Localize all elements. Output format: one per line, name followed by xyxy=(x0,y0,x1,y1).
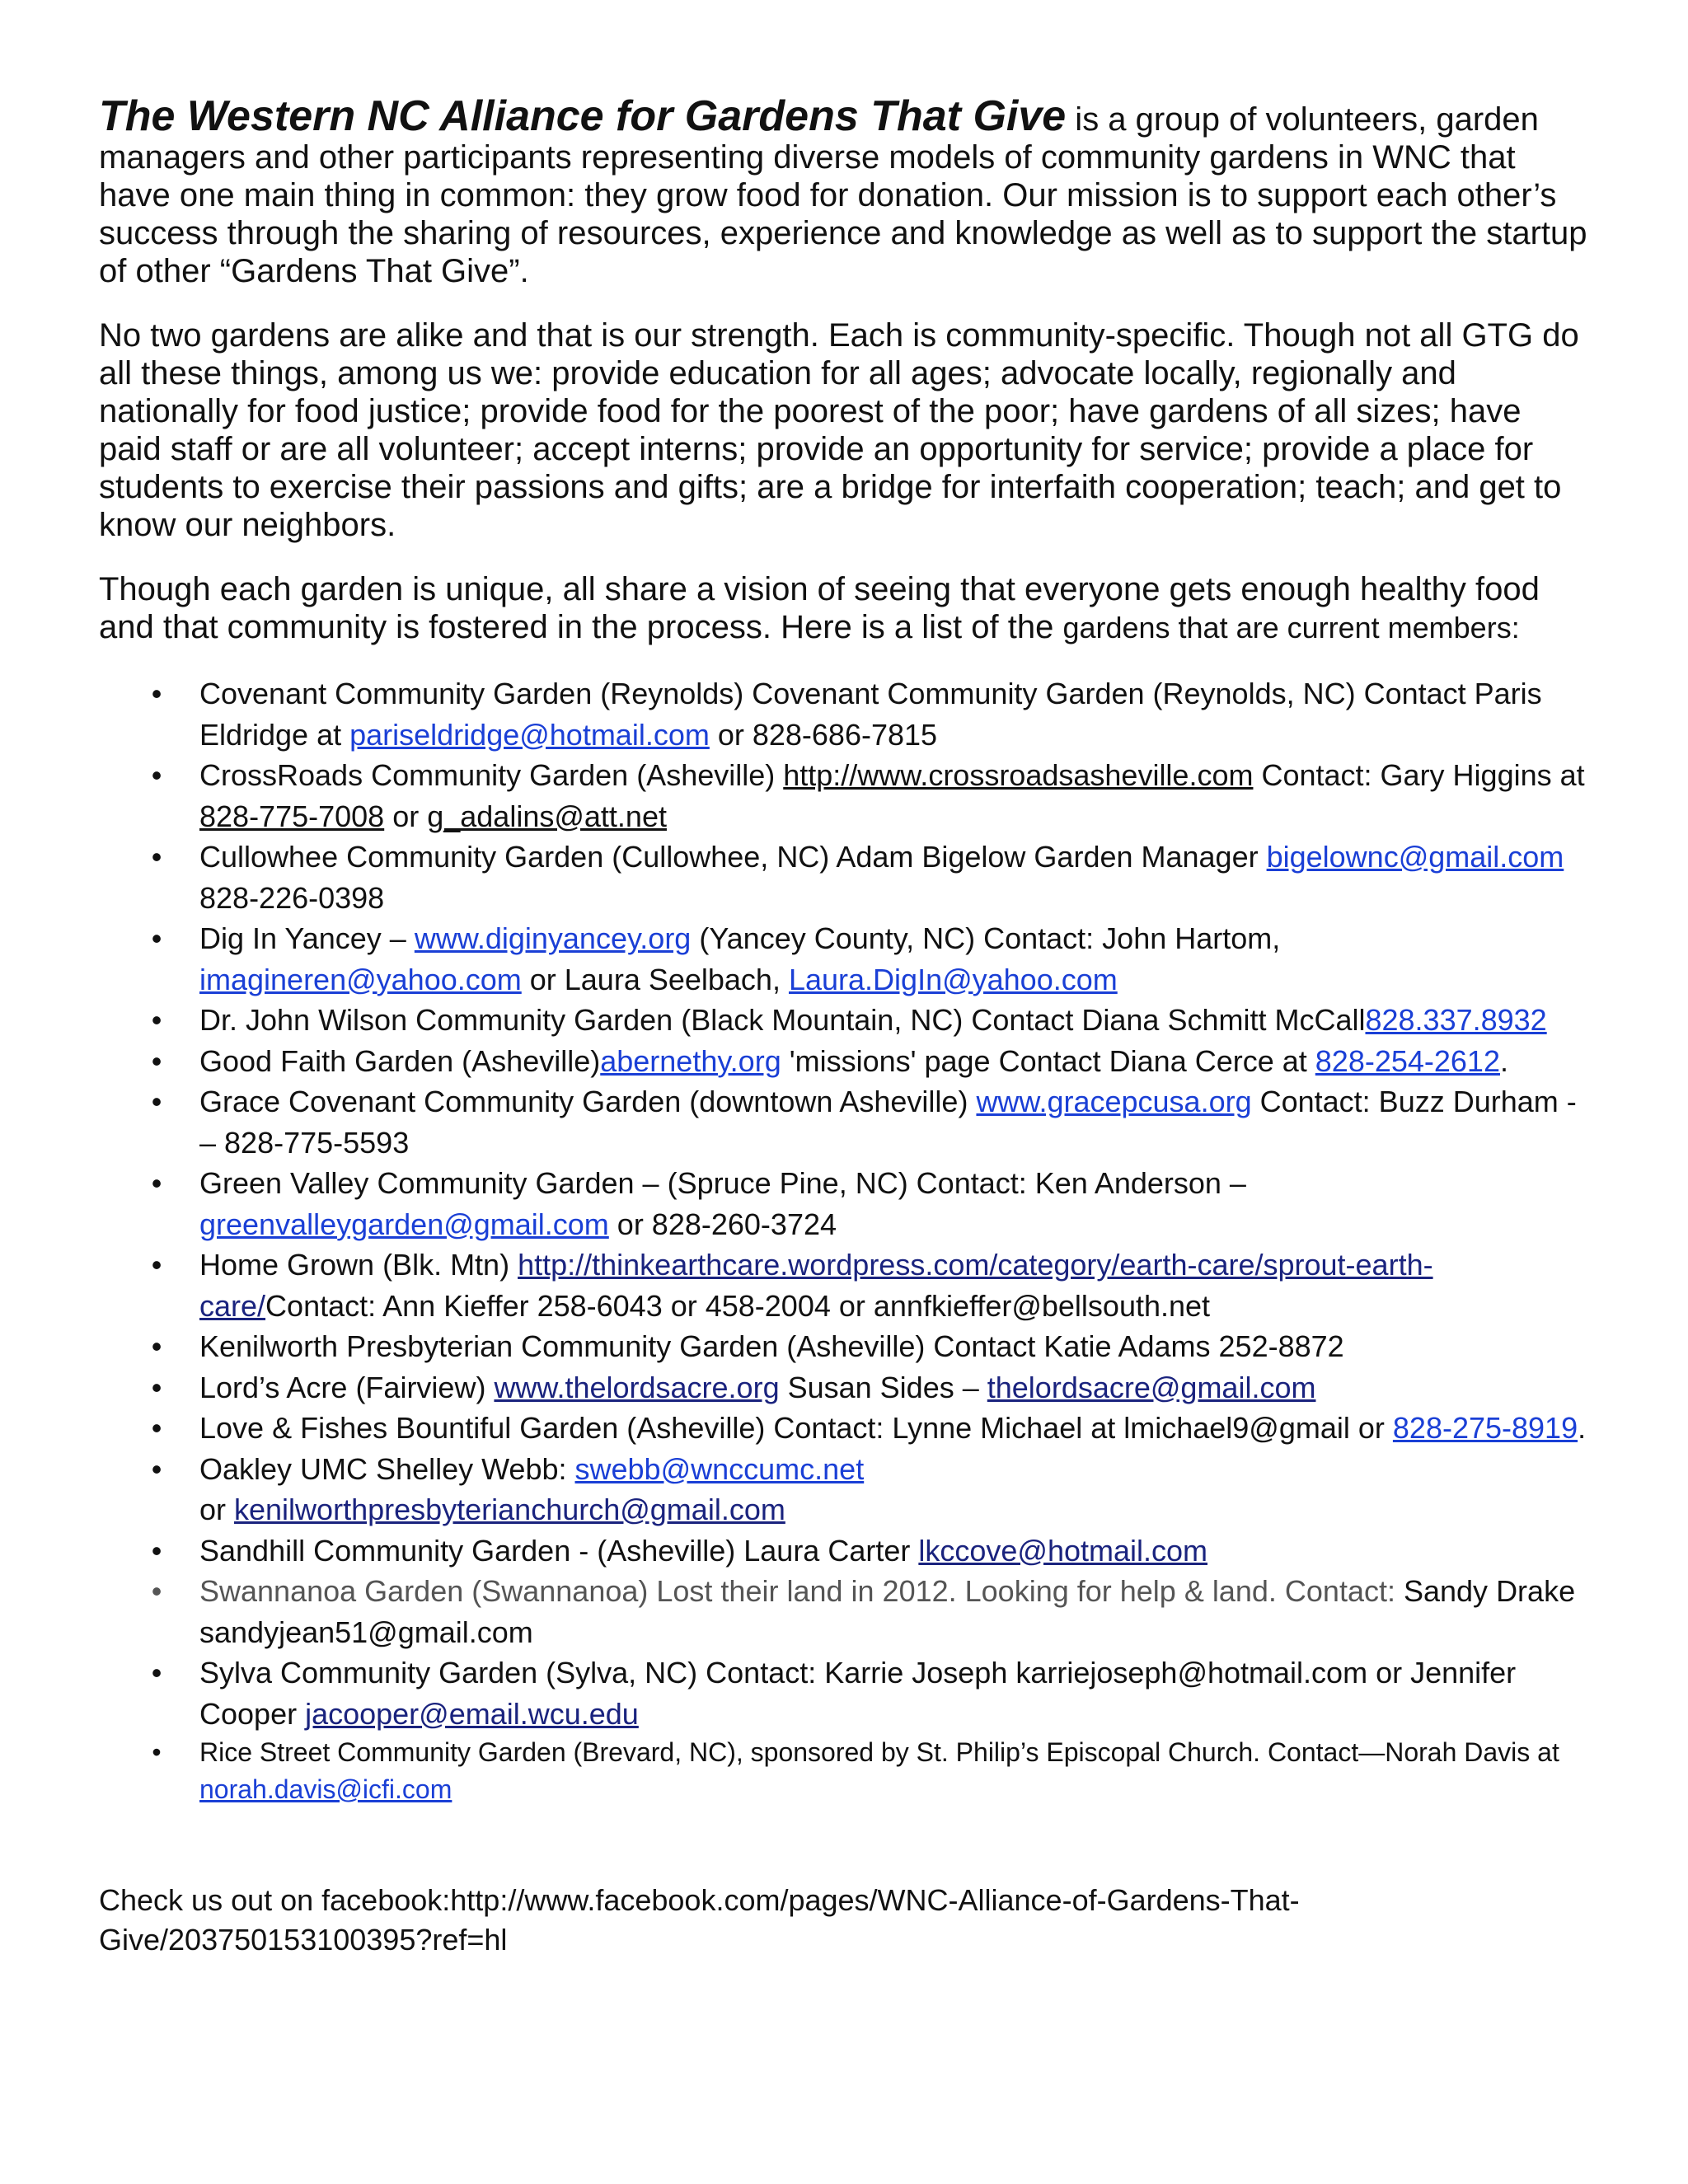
list-item: • Love & Fishes Bountiful Garden (Asheville) Contact: Lynne Michael at lmichael9@gmail or 828-275-8919. xyxy=(99,1408,1592,1449)
email-link[interactable]: imagineren@yahoo.com xyxy=(199,962,522,996)
bullet-icon: • xyxy=(151,1329,162,1363)
email-link[interactable]: lkccove@hotmail.com xyxy=(918,1533,1208,1568)
strength-paragraph: No two gardens are alike and that is our strength. Each is community-specific. Though not all GTG do all these things, among us we: provide education for all ages; advocate locally, regionally and nationally for food justice; provide food for the poorest of the poor; have gardens of all sizes; have paid staff or are all volunteer; accept interns; provide an opportunity for service; provide a place for students to exercise their passions and gifts; are a bridge for interfaith cooperation; teach; and get to know our neighbors. xyxy=(99,317,1579,543)
bullet-icon: • xyxy=(151,921,162,955)
email-link[interactable]: norah.davis@icfi.com xyxy=(199,1774,452,1804)
bullet-icon: • xyxy=(151,1574,162,1608)
list-item: • Green Valley Community Garden – (Spruce Pine, NC) Contact: Ken Anderson – greenvalleygarden@gmail.com or 828-260-3724 xyxy=(99,1163,1592,1244)
list-item: • Home Grown (Blk. Mtn) http://thinkearthcare.wordpress.com/category/earth-care/sprout-earth-care/Contact: Ann Kieffer 258-6043 or 458-2004 or annfkieffer@bellsouth.net xyxy=(99,1244,1592,1326)
bullet-icon: • xyxy=(151,1411,162,1445)
organization-title: The Western NC Alliance for Gardens That Give xyxy=(99,92,1067,140)
website-link[interactable]: http://www.crossroadsasheville.com xyxy=(783,758,1254,792)
list-item: • Rice Street Community Garden (Brevard, NC), sponsored by St. Philip’s Episcopal Church. Contact—Norah Davis at norah.davis@icfi.com xyxy=(99,1734,1592,1808)
email-link[interactable]: g_adalins@att.net xyxy=(427,799,667,833)
phone-link[interactable]: 828-275-8919 xyxy=(1392,1411,1578,1445)
website-link[interactable]: abernethy.org xyxy=(600,1043,781,1078)
bullet-icon: • xyxy=(151,1085,162,1118)
vision-paragraph xyxy=(99,570,1592,647)
website-link[interactable]: www.diginyancey.org xyxy=(414,921,692,955)
email-link[interactable]: jacooper@email.wcu.edu xyxy=(305,1696,639,1731)
email-link[interactable]: pariseldridge@hotmail.com xyxy=(349,717,710,752)
email-link[interactable]: greenvalleygarden@gmail.com xyxy=(199,1207,609,1241)
list-item: • Kenilworth Presbyterian Community Garden (Asheville) Contact Katie Adams 252-8872 xyxy=(99,1326,1592,1367)
intro-text: is a group of volunteers, garden managers and other participants representing diverse models of community gardens in WNC that have one main thing in common: they grow food for donation. Our mission is to support each other’s success through the sharing of resources, experience and knowledge as well as to support the startup of other “Gardens That Give”. xyxy=(99,101,1587,289)
email-link[interactable]: thelordsacre@gmail.com xyxy=(987,1370,1316,1404)
phone-link[interactable]: 828.337.8932 xyxy=(1365,1003,1547,1037)
website-link[interactable]: www.gracepcusa.org xyxy=(976,1085,1252,1118)
email-link[interactable]: swebb@wnccumc.net xyxy=(574,1451,865,1486)
facebook-footer: Check us out on facebook:http://www.facebook.com/pages/WNC-Alliance-of-Gardens-That-Give/203750153100395?ref=hl xyxy=(99,1883,1300,1957)
bullet-icon: • xyxy=(151,1043,162,1078)
email-link[interactable]: kenilworthpresbyterianchurch@gmail.com xyxy=(234,1493,785,1526)
website-link[interactable]: www.thelordsacre.org xyxy=(494,1370,780,1404)
bullet-icon: • xyxy=(151,1533,162,1568)
website-link[interactable]: http://thinkearthcare.wordpress.com/category/earth-care/sprout-earth-care/ xyxy=(199,1248,1433,1323)
list-item: • Good Faith Garden (Asheville)abernethy.org 'missions' page Contact Diana Cerce at 828-254-2612. xyxy=(99,1041,1592,1082)
bullet-icon: • xyxy=(151,1370,162,1404)
list-item: • Sandhill Community Garden - (Asheville) Laura Carter lkccove@hotmail.com xyxy=(99,1530,1592,1572)
list-item: • Grace Covenant Community Garden (downtown Asheville) www.gracepcusa.org Contact: Buzz Durham - – 828-775-5593 xyxy=(99,1081,1592,1163)
list-item: • Swannanoa Garden (Swannanoa) Lost their land in 2012. Looking for help & land. Contact: Sandy Drake sandyjean51@gmail.com xyxy=(99,1571,1592,1652)
list-item: • Lord’s Acre (Fairview) www.thelordsacre.org Susan Sides – thelordsacre@gmail.com xyxy=(99,1367,1592,1408)
garden-list xyxy=(99,673,1592,1808)
bullet-icon: • xyxy=(152,1737,162,1767)
email-link[interactable]: Laura.DigIn@yahoo.com xyxy=(788,962,1118,996)
vision-text: Though each garden is unique, all share a vision of seeing that everyone gets enough healthy food and that community is fostered in the process. Here is a list of the xyxy=(99,571,1540,645)
list-item: • Oakley UMC Shelley Webb: swebb@wnccumc.net or kenilworthpresbyterianchurch@gmail.com xyxy=(99,1449,1592,1530)
bullet-icon: • xyxy=(151,1003,162,1037)
bullet-icon: • xyxy=(151,1451,162,1486)
phone-link[interactable]: 828-775-7008 xyxy=(199,799,385,833)
bullet-icon: • xyxy=(151,758,162,792)
intro-paragraph xyxy=(99,92,1592,290)
list-item: • Dr. John Wilson Community Garden (Black Mountain, NC) Contact Diana Schmitt McCall828.337.8932 xyxy=(99,1000,1592,1041)
list-item: • Covenant Community Garden (Reynolds) Covenant Community Garden (Reynolds, NC) Contact Paris Eldridge at pariseldridge@hotmail.com or 828-686-7815 xyxy=(99,673,1592,755)
document-page xyxy=(99,92,1592,1990)
bullet-icon: • xyxy=(151,1248,162,1282)
bullet-icon: • xyxy=(151,1656,162,1690)
email-link[interactable]: bigelownc@gmail.com xyxy=(1266,840,1564,874)
members-intro: gardens that are current members: xyxy=(1062,611,1520,644)
bullet-icon: • xyxy=(151,677,162,710)
bullet-icon: • xyxy=(151,840,162,874)
bullet-icon: • xyxy=(151,1166,162,1200)
list-item: • Cullowhee Community Garden (Cullowhee, NC) Adam Bigelow Garden Manager bigelownc@gmail.com 828-226-0398 xyxy=(99,837,1592,918)
list-item: • CrossRoads Community Garden (Asheville) http://www.crossroadsasheville.com Contact: Gary Higgins at 828-775-7008 or g_adalins@att.net xyxy=(99,755,1592,837)
phone-link[interactable]: 828-254-2612 xyxy=(1315,1043,1500,1078)
list-item: • Sylva Community Garden (Sylva, NC) Contact: Karrie Joseph karriejoseph@hotmail.com or Jennifer Cooper jacooper@email.wcu.edu xyxy=(99,1652,1592,1734)
list-item: • Dig In Yancey – www.diginyancey.org (Yancey County, NC) Contact: John Hartom, imagineren@yahoo.com or Laura Seelbach, Laura.DigIn@yahoo.com xyxy=(99,918,1592,1000)
